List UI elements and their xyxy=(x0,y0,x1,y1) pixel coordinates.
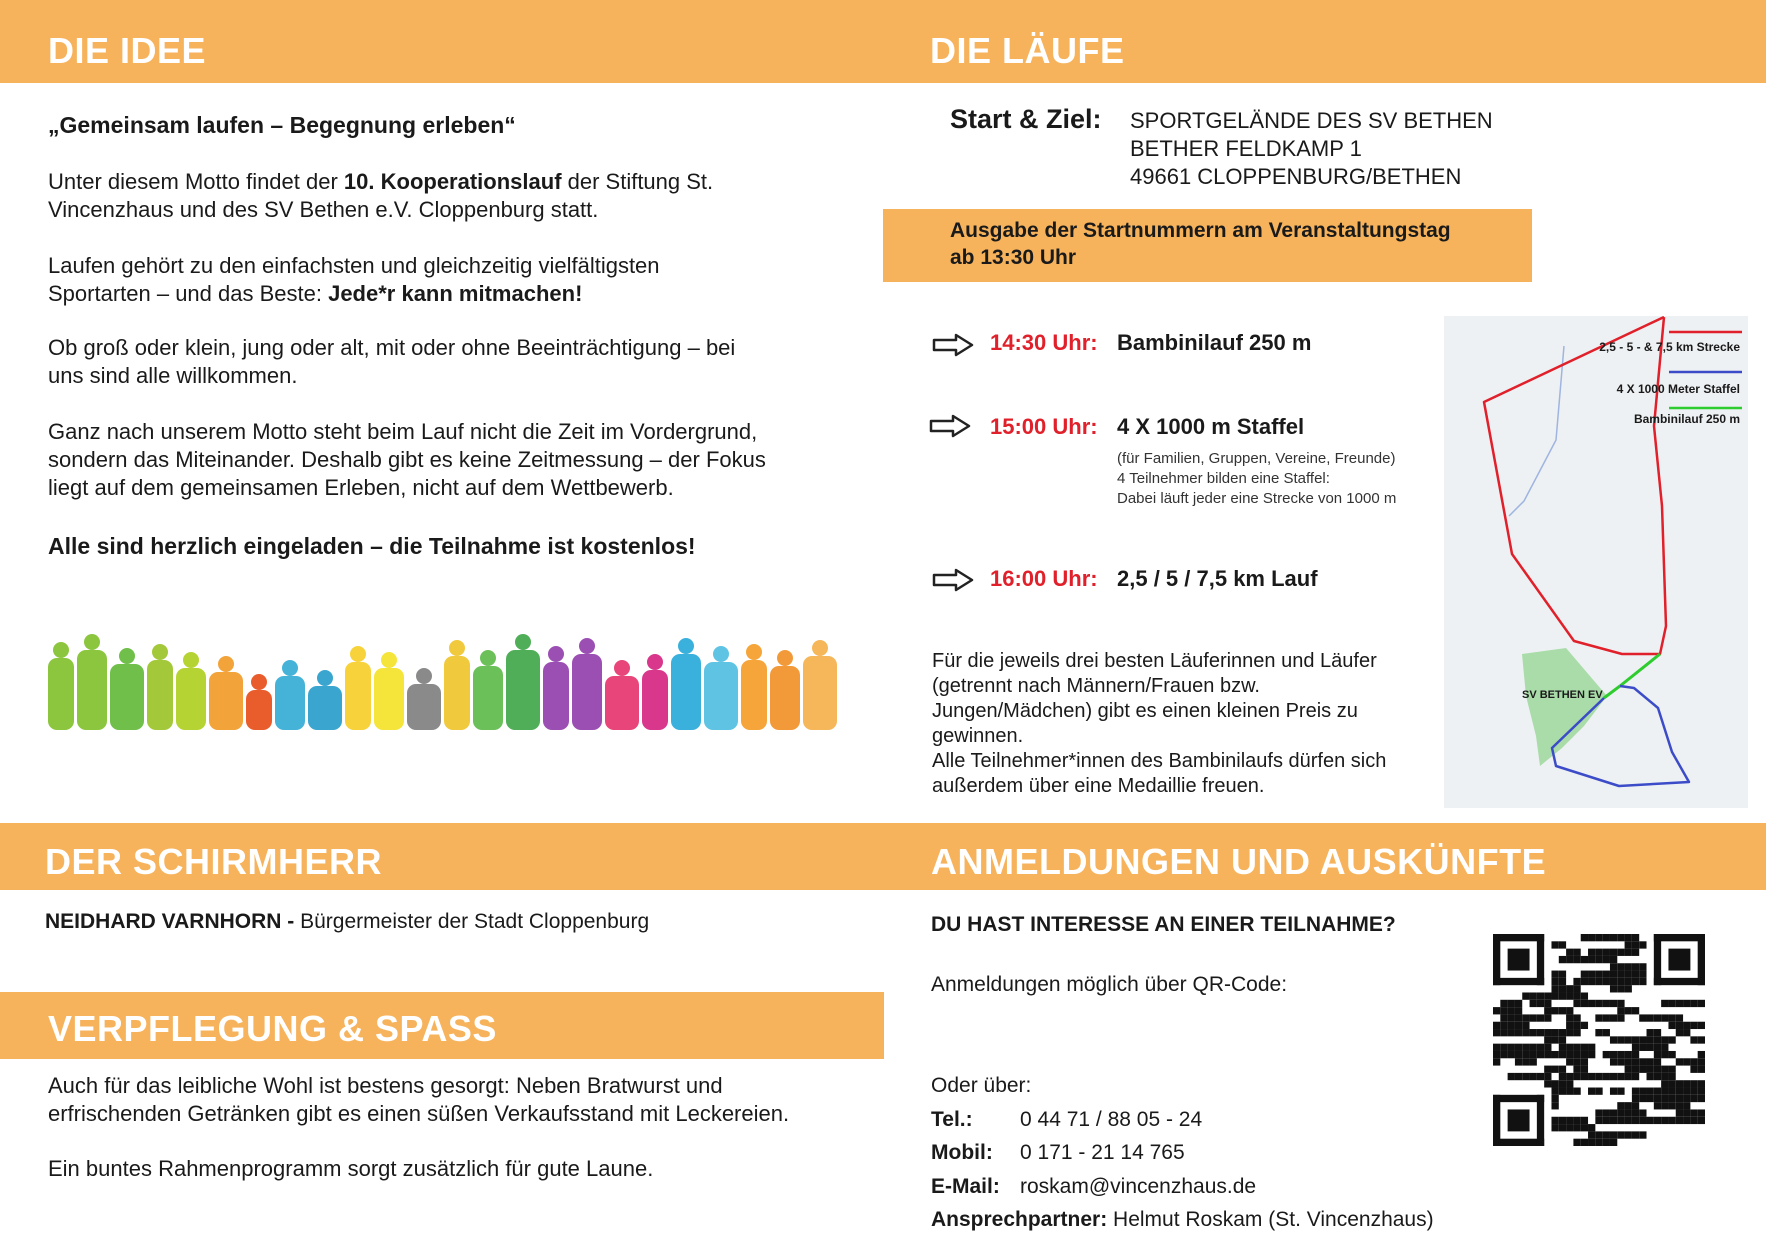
anmeldung-oder: Oder über: xyxy=(931,1074,1032,1097)
anmeldung-question: DU HAST INTERESSE AN EINER TEILNAHME? xyxy=(931,913,1396,936)
verpflegung-paragraph-1: Auch für das leibliche Wohl ist bestens gesorgt: Neben Bratwurst und erfrischenden Getränken gibt es einen süßen Verkaufsstand mit Leckereien. xyxy=(48,1073,790,1126)
legend-label: 2,5 - 5 - & 7,5 km Strecke xyxy=(1599,340,1740,354)
schirmherr-title: DER SCHIRMHERR xyxy=(45,841,383,882)
mobil-label: Mobil: xyxy=(931,1141,993,1164)
start-ziel-label: Start & Ziel: xyxy=(950,104,1102,134)
legend-label: 4 X 1000 Meter Staffel xyxy=(1616,382,1740,396)
arrow-icon xyxy=(932,568,974,592)
idee-motto: „Gemeinsam laufen – Begegnung erleben“ xyxy=(48,112,516,138)
email-link[interactable]: roskam@vincenzhaus.de xyxy=(1020,1175,1257,1198)
email-label: E-Mail: xyxy=(931,1175,1000,1198)
map-area-label: SV BETHEN EV xyxy=(1522,689,1603,701)
route-main-line xyxy=(1484,317,1666,654)
idee-invitation: Alle sind herzlich eingeladen – die Teilnahme ist kostenlos! xyxy=(48,533,696,559)
contact-line: Ansprechpartner: Helmut Roskam (St. Vincenzhaus) xyxy=(931,1208,1434,1231)
route-map xyxy=(1444,316,1748,808)
route-bambini-line xyxy=(1604,654,1660,698)
idee-title: DIE IDEE xyxy=(48,30,207,71)
idee-paragraph-2: Laufen gehört zu den einfachsten und gleichzeitig vielfältigsten Sportarten – und das Beste: Jede*r kann mitmachen! xyxy=(48,253,660,306)
route-staffel-line xyxy=(1509,346,1564,516)
arrow-icon xyxy=(929,414,971,438)
idee-paragraph-1: Unter diesem Motto findet der 10. Kooperationslauf der Stiftung St. Vincenzhaus und des SV Bethen e.V. Cloppenburg statt. xyxy=(48,169,714,222)
tel-label: Tel.: xyxy=(931,1108,973,1131)
staffel-note: (für Familien, Gruppen, Vereine, Freunde) 4 Teilnehmer bilden eine Staffel: Dabei läuft jeder eine Strecke von 1000 m xyxy=(1117,450,1397,507)
qr-code[interactable] xyxy=(1493,934,1705,1146)
run-time: 14:30 Uhr: xyxy=(990,330,1098,355)
run-name: 2,5 / 5 / 7,5 km Lauf xyxy=(1117,566,1318,591)
arrow-icon xyxy=(932,333,974,357)
startnummern-text: Ausgabe der Startnummern am Veranstaltungstag ab 13:30 Uhr xyxy=(950,219,1451,269)
band-idee xyxy=(0,0,1766,83)
laeufe-title: DIE LÄUFE xyxy=(930,30,1125,71)
verpflegung-title: VERPFLEGUNG & SPASS xyxy=(48,1008,497,1049)
schirmherr-text: NEIDHARD VARNHORN - Bürgermeister der Stadt Cloppenburg xyxy=(45,910,650,933)
run-name: Bambinilauf 250 m xyxy=(1117,330,1312,355)
prize-text: Für die jeweils drei besten Läuferinnen und Läufer (getrennt nach Männern/Frauen bzw. Jungen/Mädchen) gibt es einen kleinen Preis zu gewinnen. Alle Teilnehmer*innen des Bambinilaufs dürfen sich außerdem über eine Medaillie freuen. xyxy=(932,650,1387,797)
start-address: SPORTGELÄNDE DES SV BETHEN BETHER FELDKAMP 1 49661 CLOPPENBURG/BETHEN xyxy=(1130,108,1493,189)
anmeldung-qr-text: Anmeldungen möglich über QR-Code: xyxy=(931,973,1288,996)
legend-label: Bambinilauf 250 m xyxy=(1633,412,1740,426)
idee-paragraph-4: Ganz nach unserem Motto steht beim Lauf nicht die Zeit im Vordergrund, sondern das Miteinander. Deshalb gibt es keine Zeitmessung – der Fokus liegt auf dem gemeinsamen Erleben, nicht auf dem Wettbewerb. xyxy=(48,419,766,500)
anmeldung-title: ANMELDUNGEN UND AUSKÜNFTE xyxy=(931,841,1547,882)
verpflegung-paragraph-2: Ein buntes Rahmenprogramm sorgt zusätzlich für gute Laune. xyxy=(48,1156,654,1181)
people-silhouettes-illustration xyxy=(48,625,838,735)
run-time: 16:00 Uhr: xyxy=(990,566,1098,591)
run-name: 4 X 1000 m Staffel xyxy=(1117,414,1305,439)
run-time: 15:00 Uhr: xyxy=(990,414,1098,439)
idee-paragraph-3: Ob groß oder klein, jung oder alt, mit oder ohne Beeinträchtigung – bei uns sind alle willkommen. xyxy=(48,335,736,388)
mobil-value: 0 171 - 21 14 765 xyxy=(1020,1141,1185,1164)
tel-value: 0 44 71 / 88 05 - 24 xyxy=(1020,1108,1203,1131)
